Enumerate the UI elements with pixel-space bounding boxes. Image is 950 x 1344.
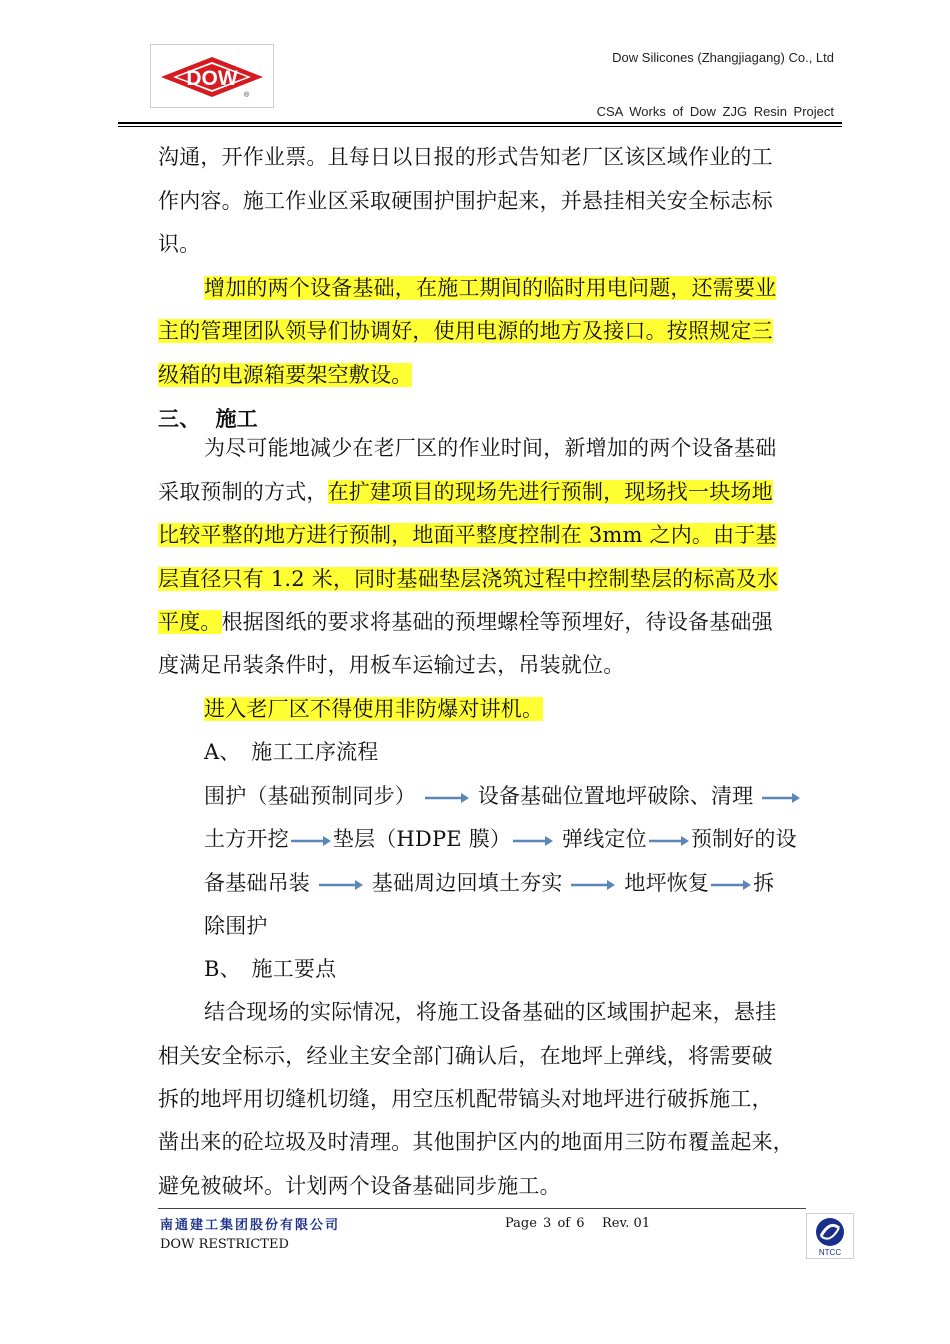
paragraph-line: 避免被破坏。计划两个设备基础同步施工。 bbox=[158, 1174, 561, 1198]
header-project: CSA Works of Dow ZJG Resin Project bbox=[596, 104, 834, 119]
arrow-right-icon bbox=[711, 879, 751, 891]
highlighted-text: 主的管理团队领导们协调好，使用电源的地方及接口。按照规定三 bbox=[158, 319, 773, 343]
section-heading bbox=[158, 404, 258, 434]
highlighted-text: 进入老厂区不得使用非防爆对讲机。 bbox=[204, 697, 544, 721]
paragraph-line: 为尽可能地减少在老厂区的作业时间，新增加的两个设备基础 bbox=[204, 436, 777, 460]
highlighted-text: 增加的两个设备基础，在施工期间的临时用电问题，还需要业 bbox=[204, 276, 777, 300]
paragraph-line: 沟通，开作业票。且每日以日报的形式告知老厂区该区域作业的工 bbox=[158, 145, 773, 169]
flow-line bbox=[204, 868, 774, 898]
flow-step: 设备基础位置地坪破除、清理 bbox=[477, 784, 754, 808]
paragraph-line: 识。 bbox=[158, 232, 201, 256]
section-number: 三、 bbox=[158, 406, 201, 431]
dow-logo bbox=[150, 44, 274, 108]
flow-step: 预制好的设 bbox=[690, 827, 797, 851]
highlighted-text: 层直径只有 1.2 米，同时基础垫层浇筑过程中控制垫层的标高及水 bbox=[158, 567, 779, 591]
flow-step: 地坪恢复 bbox=[624, 871, 710, 895]
dow-logo-text: DOW bbox=[186, 67, 238, 90]
flow-line bbox=[204, 781, 802, 811]
subsection-b: B、 施工要点 bbox=[204, 957, 337, 981]
ntcc-logo bbox=[806, 1213, 854, 1259]
flow-step: 基础周边回填土夯实 bbox=[371, 871, 563, 895]
flow-line bbox=[204, 824, 797, 854]
highlighted-text: 比较平整的地方进行预制，地面平整度控制在 3mm 之内。由于基 bbox=[158, 523, 777, 547]
arrow-right-icon bbox=[649, 835, 689, 847]
highlighted-text: 在扩建项目的现场先进行预制，现场找一块场地 bbox=[327, 480, 773, 504]
arrow-right-icon bbox=[762, 792, 800, 804]
paragraph-line: 度满足吊装条件时，用板车运输过去，吊装就位。 bbox=[158, 653, 625, 677]
paragraph-line: 相关安全标示，经业主安全部门确认后，在地坪上弹线，将需要破 bbox=[158, 1044, 773, 1068]
ntcc-logo-text: NTCC bbox=[818, 1248, 842, 1257]
highlighted-text: 平度。 bbox=[158, 610, 222, 634]
paragraph-text: 采取预制的方式， bbox=[158, 480, 328, 504]
page-number: Page 3 of 6 bbox=[505, 1216, 585, 1231]
footer-rule bbox=[158, 1208, 806, 1209]
paragraph-line: 拆的地坪用切缝机切缝，用空压机配带镐头对地坪进行破拆施工， bbox=[158, 1087, 773, 1111]
flow-step: 围护（基础预制同步） bbox=[204, 784, 416, 808]
flow-step: 除围护 bbox=[204, 914, 268, 938]
highlighted-text: 级箱的电源箱要架空敷设。 bbox=[158, 363, 413, 387]
arrow-right-icon bbox=[571, 879, 615, 891]
flow-step: 拆 bbox=[753, 871, 775, 895]
revision: Rev. 01 bbox=[602, 1216, 651, 1231]
arrow-right-icon bbox=[425, 792, 469, 804]
restricted-label: DOW RESTRICTED bbox=[160, 1237, 289, 1252]
arrow-right-icon bbox=[319, 879, 363, 891]
header-company: Dow Silicones (Zhangjiagang) Co., Ltd bbox=[612, 50, 834, 65]
header-rule-thin bbox=[118, 126, 842, 127]
subsection-a: A、 施工工序流程 bbox=[204, 740, 379, 764]
footer-company: 南通建工集团股份有限公司 bbox=[160, 1218, 341, 1233]
arrow-right-icon bbox=[513, 835, 553, 847]
paragraph-line: 凿出来的砼垃圾及时清理。其他围护区内的地面用三防布覆盖起来， bbox=[158, 1130, 794, 1154]
svg-text:®: ® bbox=[244, 92, 250, 99]
paragraph-line: 结合现场的实际情况，将施工设备基础的区域围护起来，悬挂 bbox=[204, 1000, 777, 1024]
header-rule bbox=[118, 122, 842, 124]
flow-step: 垫层（HDPE 膜） bbox=[332, 827, 512, 851]
arrow-right-icon bbox=[291, 835, 331, 847]
section-title: 施工 bbox=[215, 406, 258, 431]
paragraph-text: 根据图纸的要求将基础的预埋螺栓等预埋好，待设备基础强 bbox=[221, 610, 773, 634]
flow-step: 备基础吊装 bbox=[204, 871, 310, 895]
flow-step: 弹线定位 bbox=[562, 827, 647, 851]
flow-step: 土方开挖 bbox=[204, 827, 289, 851]
paragraph-line: 作内容。施工作业区采取硬围护围护起来，并悬挂相关安全标志标 bbox=[158, 189, 773, 213]
